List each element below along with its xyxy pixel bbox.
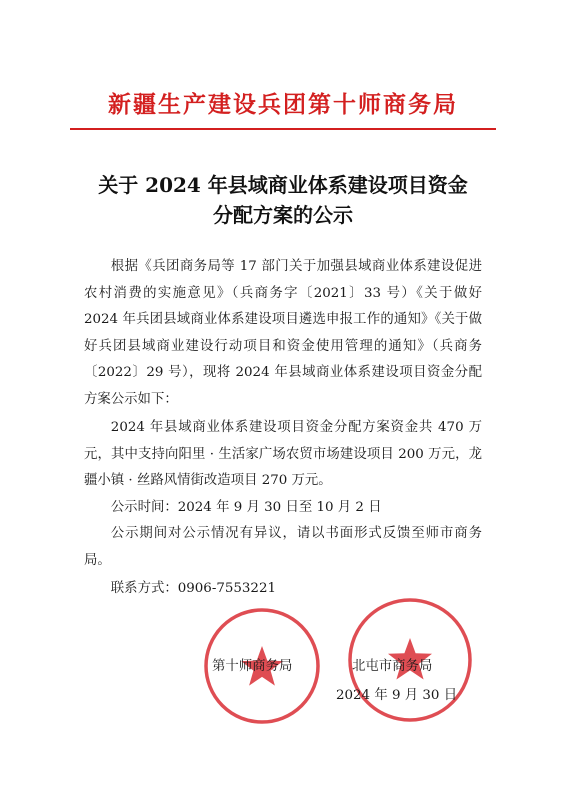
red-divider xyxy=(70,128,496,130)
paragraph-basis: 根据《兵团商务局等 17 部门关于加强县域商业体系建设促进农村消费的实施意见》（兵商务字〔2021〕33 号）《关于做好 2024 年兵团县域商业体系建设项目遴选申报工作的通知》《关于做好兵团县域商业建设行动项目和资金使用管理的通知》（兵商务〔2022〕29 号），现将 2024 年县域商业体系建设项目资金分配方案公示如下： xyxy=(84,259,482,407)
document-body xyxy=(84,254,482,603)
signer-tenth-division: 第十师商务局 xyxy=(212,659,293,674)
paragraph-objection: 公示期间对公示情况有异议，请以书面形式反馈至师市商务局。 xyxy=(84,526,482,568)
paragraph-allocation: 2024 年县域商业体系建设项目资金分配方案资金共 470 万元，其中支持向阳里 · 生活家广场农贸市场建设项目 200 万元，龙疆小镇 · 丝路风情街改造项目 270 万元。 xyxy=(84,420,482,488)
document-title xyxy=(0,170,566,230)
masthead-org: 新疆生产建设兵团第十师商务局 xyxy=(108,91,458,118)
title-line-1: 关于 2024 年县域商业体系建设项目资金 xyxy=(98,173,468,197)
title-line-2: 分配方案的公示 xyxy=(213,203,353,227)
paragraph-contact: 联系方式：0906-7553221 xyxy=(110,581,276,596)
signer-beitun-city: 北屯市商务局 xyxy=(352,659,433,674)
paragraph-period: 公示时间：2024 年 9 月 30 日至 10 月 2 日 xyxy=(110,499,382,515)
signature-date: 2024 年 9 月 30 日 xyxy=(336,688,458,703)
signature-block xyxy=(0,655,566,695)
